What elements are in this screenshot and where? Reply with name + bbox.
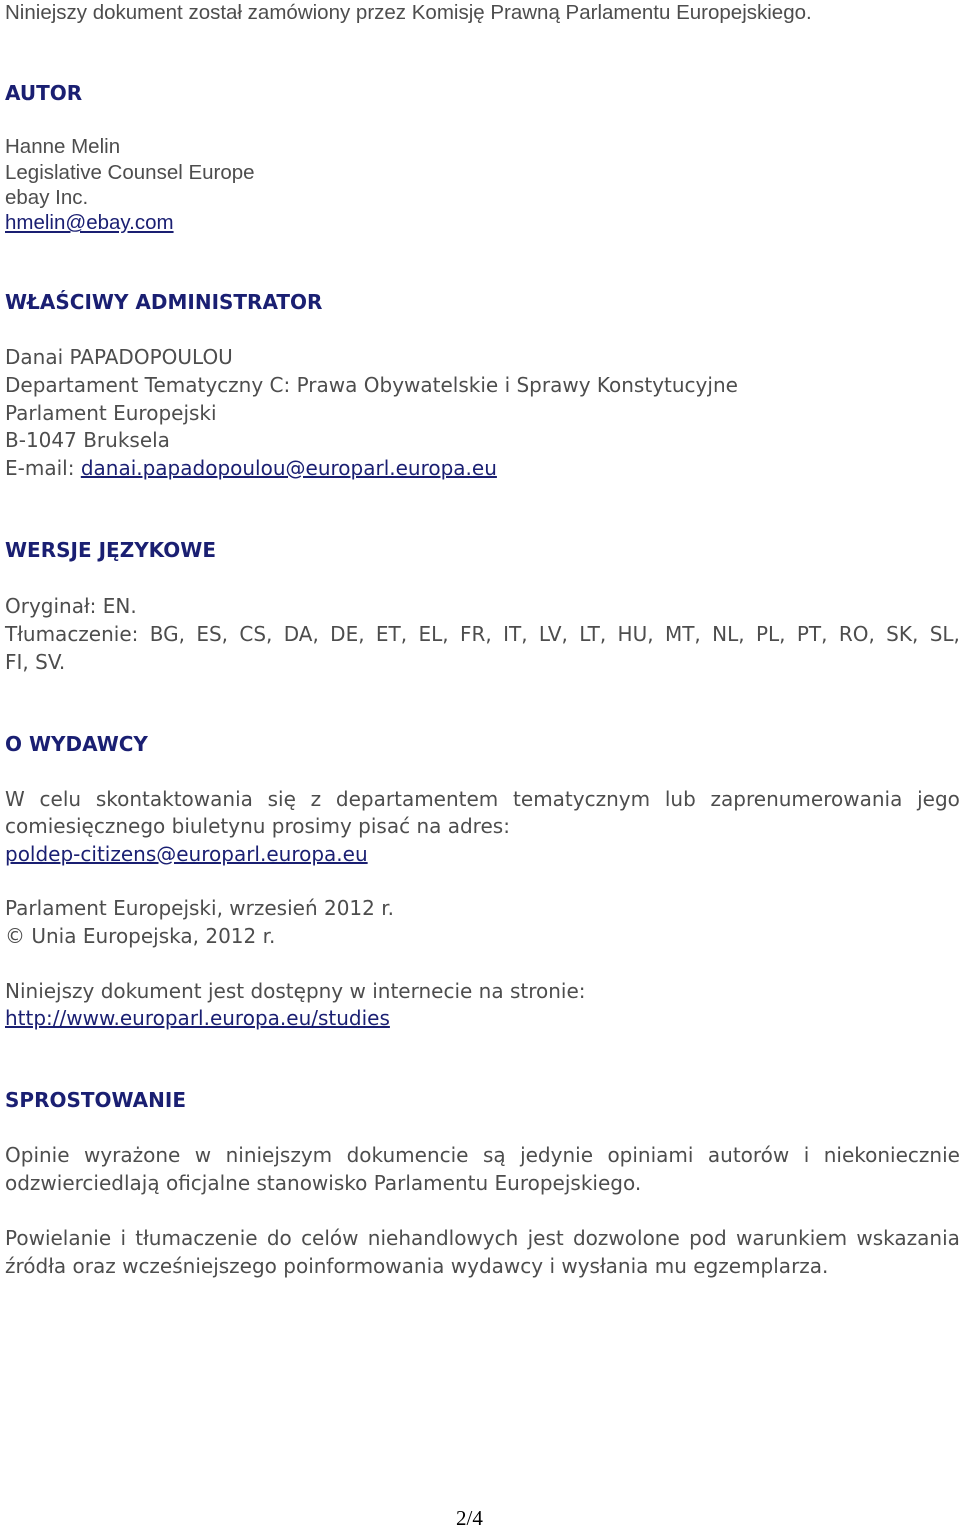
disclaimer-word: niehandlowych: [367, 1226, 519, 1250]
administrator-email-link[interactable]: danai.papadopoulou@europarl.europa.eu: [80, 456, 497, 480]
author-heading: AUTOR: [5, 81, 83, 105]
original-language: Oryginał: EN.: [5, 594, 137, 618]
disclaimer-word: jest: [527, 1226, 564, 1250]
translation-line-cont: FI, SV.: [5, 650, 66, 674]
author-name: Hanne Melin: [5, 135, 121, 158]
administrator-heading: WŁAŚCIWY ADMINISTRATOR: [5, 290, 323, 314]
administrator-address: B-1047 Bruksela: [5, 428, 170, 452]
contact-word: W: [5, 787, 25, 811]
online-availability-text: Niniejszy dokument jest dostępny w internecie na stronie:: [5, 979, 586, 1003]
disclaimer-word: opiniami: [607, 1143, 694, 1167]
disclaimer-word: warunkiem: [735, 1226, 848, 1250]
author-title: Legislative Counsel Europe: [5, 161, 255, 184]
contact-word: lub: [664, 787, 696, 811]
translation-line: [5, 621, 960, 647]
translation-code: PL,: [755, 622, 786, 646]
translation-code: IT,: [503, 622, 528, 646]
administrator-institution: Parlament Europejski: [5, 401, 217, 425]
disclaimer-word: są: [482, 1143, 506, 1167]
publication-date: Parlament Europejski, wrzesień 2012 r.: [5, 896, 394, 920]
disclaimer-word: wskazania: [856, 1226, 960, 1250]
translation-code: BG,: [149, 622, 185, 646]
translation-code: HU,: [617, 622, 654, 646]
administrator-name: Danai PAPADOPOULOU: [5, 345, 233, 369]
translation-code: PT,: [796, 622, 828, 646]
disclaimer-p2-cont: źródła oraz wcześniejszego poinformowania wydawcy i wysłania mu egzemplarza.: [5, 1254, 829, 1278]
disclaimer-word: i: [120, 1226, 126, 1250]
languages-heading: WERSJE JĘZYKOWE: [5, 538, 217, 562]
publisher-email-link[interactable]: poldep-citizens@europarl.europa.eu: [5, 842, 368, 866]
translation-code: CS,: [239, 622, 273, 646]
intro-text: Niniejszy dokument został zamówiony przez Komisję Prawną Parlamentu Europejskiego.: [5, 1, 812, 24]
disclaimer-p1-line: [5, 1142, 960, 1168]
translation-code: SL,: [929, 622, 960, 646]
contact-word: departamentem: [335, 787, 499, 811]
contact-word: skontaktowania: [95, 787, 253, 811]
translation-code: RO,: [838, 622, 875, 646]
translation-code: NL,: [712, 622, 745, 646]
publisher-email-line: [5, 841, 368, 867]
author-email-line: [5, 210, 174, 236]
disclaimer-word: Opinie: [5, 1143, 70, 1167]
disclaimer-word: wyrażone: [83, 1143, 181, 1167]
administrator-department: Departament Tematyczny C: Prawa Obywatelskie i Sprawy Konstytucyjne: [5, 373, 738, 397]
copyright-text: © Unia Europejska, 2012 r.: [5, 924, 276, 948]
disclaimer-word: celów: [301, 1226, 359, 1250]
contact-word: celu: [39, 787, 82, 811]
publisher-contact-line: [5, 786, 960, 812]
translation-code: LV,: [538, 622, 568, 646]
contact-word: zaprenumerowania: [710, 787, 903, 811]
translation-label: Tłumaczenie:: [5, 622, 139, 646]
disclaimer-word: Powielanie: [5, 1226, 112, 1250]
disclaimer-p2-line: [5, 1225, 960, 1251]
disclaimer-word: tłumaczenie: [135, 1226, 258, 1250]
disclaimer-p1-cont: odzwierciedlają oficjalne stanowisko Parlamentu Europejskiego.: [5, 1171, 642, 1195]
translation-code: ES,: [196, 622, 229, 646]
disclaimer-word: do: [266, 1226, 292, 1250]
contact-word: z: [310, 787, 322, 811]
contact-word: tematycznym: [513, 787, 651, 811]
disclaimer-word: autorów: [707, 1143, 790, 1167]
disclaimer-word: niniejszym: [225, 1143, 333, 1167]
disclaimer-word: dozwolone: [572, 1226, 680, 1250]
publisher-contact-cont: comiesięcznego biuletynu prosimy pisać na adres:: [5, 814, 510, 838]
contact-word: się: [267, 787, 296, 811]
translation-code: LT,: [579, 622, 607, 646]
translation-code: ET,: [375, 622, 408, 646]
contact-word: jego: [917, 787, 960, 811]
author-email-link[interactable]: hmelin@ebay.com: [5, 211, 174, 234]
disclaimer-word: niekoniecznie: [823, 1143, 960, 1167]
publisher-heading: O WYDAWCY: [5, 732, 148, 756]
studies-url-link[interactable]: http://www.europarl.europa.eu/studies: [5, 1006, 390, 1030]
author-company: ebay Inc.: [5, 186, 89, 209]
disclaimer-word: i: [803, 1143, 810, 1167]
translation-code: MT,: [664, 622, 701, 646]
translation-code: EL,: [418, 622, 449, 646]
studies-url-line: [5, 1005, 390, 1031]
disclaimer-word: pod: [689, 1226, 727, 1250]
translation-code: DE,: [330, 622, 365, 646]
email-label: E-mail:: [5, 456, 81, 480]
disclaimer-heading: SPROSTOWANIE: [5, 1088, 186, 1112]
disclaimer-word: jedynie: [520, 1143, 593, 1167]
translation-code: DA,: [283, 622, 319, 646]
page-number: 2/4: [456, 1506, 483, 1530]
translation-code: FR,: [459, 622, 492, 646]
translation-code: SK,: [886, 622, 919, 646]
disclaimer-word: w: [194, 1143, 212, 1167]
disclaimer-word: dokumencie: [346, 1143, 469, 1167]
administrator-email-line: [5, 455, 497, 481]
